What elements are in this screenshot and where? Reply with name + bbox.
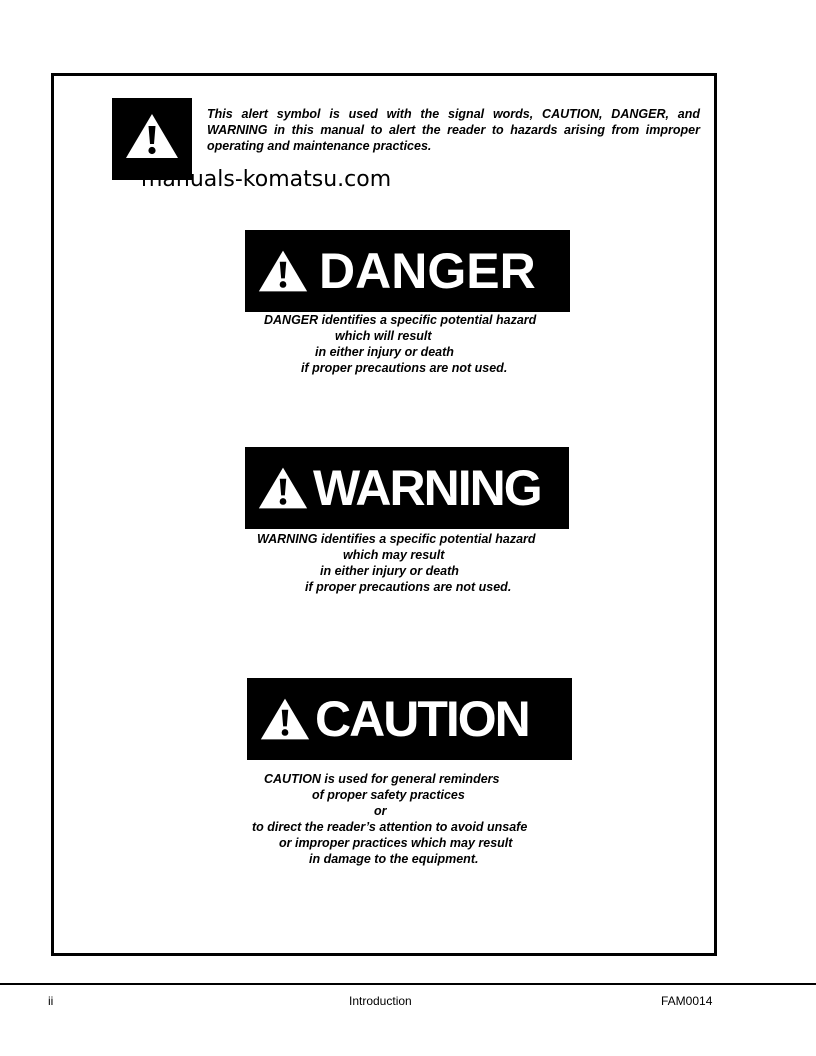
warning-line: in either injury or death xyxy=(320,564,459,578)
caution-banner xyxy=(247,678,572,760)
caution-line: to direct the reader’s attention to avoid unsafe xyxy=(252,820,528,834)
warning-line: WARNING identifies a specific potential hazard xyxy=(257,532,536,546)
caution-line: in damage to the equipment. xyxy=(309,852,479,866)
danger-title: DANGER xyxy=(319,243,536,299)
caution-title: CAUTION xyxy=(315,691,529,747)
caution-line: or improper practices which may result xyxy=(279,836,513,850)
danger-banner xyxy=(245,230,570,312)
warning-banner xyxy=(245,447,569,529)
warning-line: if proper precautions are not used. xyxy=(305,580,512,594)
caution-line: or xyxy=(374,804,387,818)
danger-description xyxy=(245,312,570,376)
caution-description xyxy=(252,771,562,867)
footer-rule xyxy=(0,983,816,985)
warning-triangle-icon xyxy=(124,112,180,160)
danger-line: if proper precautions are not used. xyxy=(301,361,508,375)
warning-description xyxy=(245,531,575,595)
warning-line: which may result xyxy=(343,548,445,562)
warning-triangle-icon xyxy=(257,248,309,294)
footer-doc-code: FAM0014 xyxy=(661,994,713,1008)
alert-symbol-description: This alert symbol is used with the signal words, CAUTION, DANGER, and WARNING in this manual to alert the reader to hazards arising from improper operating and maintenance practices. xyxy=(207,107,700,153)
footer-page-number: ii xyxy=(48,994,54,1008)
warning-triangle-icon xyxy=(259,696,311,742)
caution-line: CAUTION is used for general reminders xyxy=(264,772,500,786)
danger-line: in either injury or death xyxy=(315,345,454,359)
danger-line: DANGER identifies a specific potential hazard xyxy=(264,313,537,327)
warning-triangle-icon xyxy=(257,465,309,511)
danger-line: which will result xyxy=(335,329,432,343)
warning-title: WARNING xyxy=(313,460,541,516)
watermark: manuals-komatsu.com xyxy=(141,167,392,192)
caution-line: of proper safety practices xyxy=(312,788,465,802)
footer-section: Introduction xyxy=(349,994,412,1008)
